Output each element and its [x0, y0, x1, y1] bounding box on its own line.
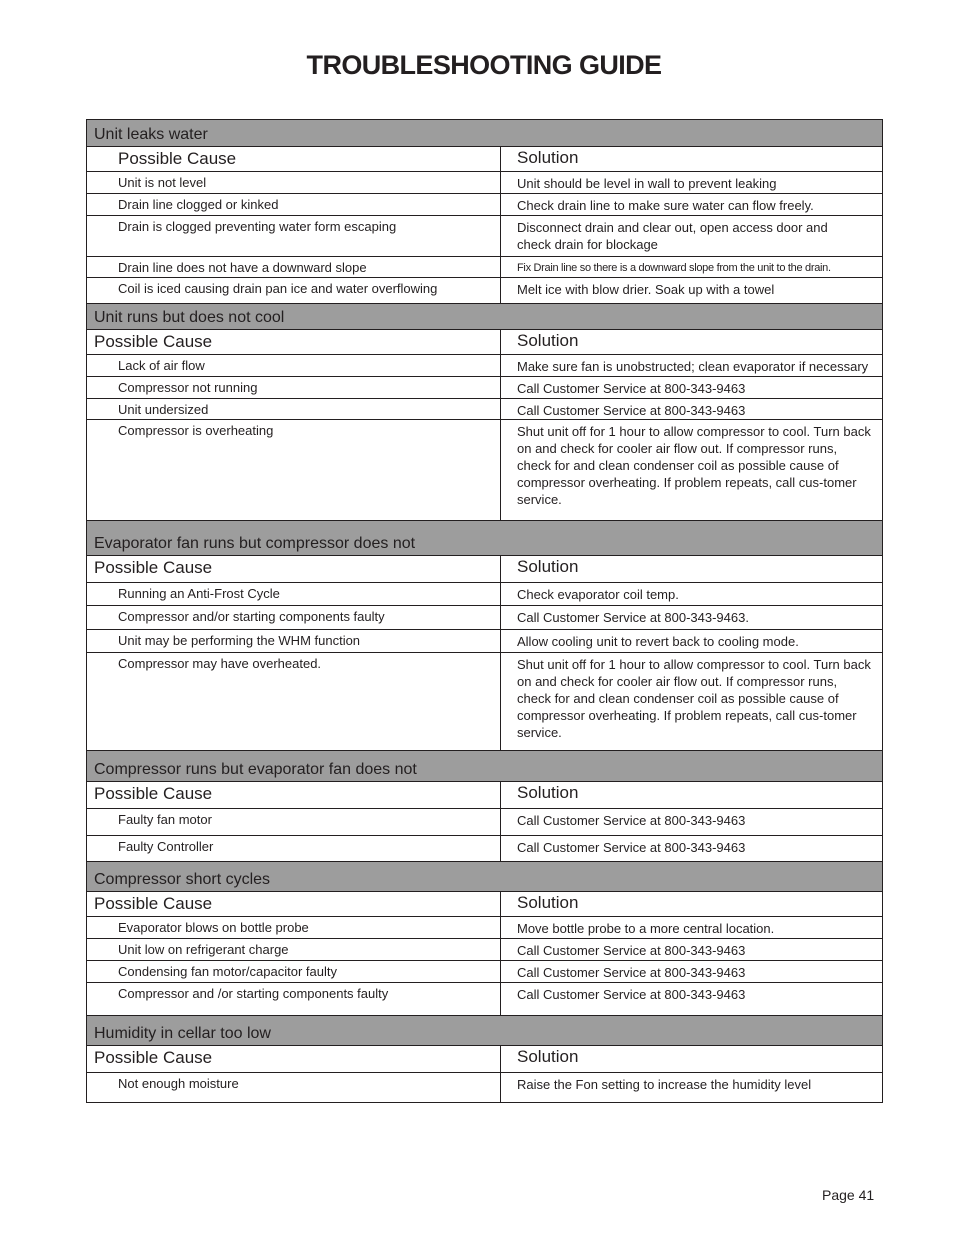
table-row — [87, 960, 882, 982]
solution-column-header: Solution — [517, 1047, 579, 1066]
table-row — [87, 835, 882, 861]
cause-cell: Unit may be performing the WHM function — [87, 630, 501, 652]
page-number: Page 41 — [822, 1187, 875, 1203]
solution-cell: Unit should be level in wall to prevent leaking — [517, 176, 777, 191]
cause-cell: Compressor is overheating — [87, 420, 501, 520]
solution-cell: Check drain line to make sure water can flow freely. — [517, 198, 814, 213]
table-row — [87, 419, 882, 520]
table-row — [87, 215, 882, 256]
solution-column-header: Solution — [517, 783, 579, 802]
section-heading: Compressor short cycles — [87, 862, 882, 892]
solution-cell: Call Customer Service at 800-343-9463 — [517, 403, 746, 418]
table-row — [87, 398, 882, 419]
solution-cell: Check evaporator coil temp. — [517, 587, 679, 602]
cause-column-header: Possible Cause — [87, 1046, 501, 1072]
solution-cell: Call Customer Service at 800-343-9463 — [517, 813, 746, 828]
solution-cell: Call Customer Service at 800-343-9463 — [517, 381, 746, 396]
section — [86, 862, 883, 1016]
table-row — [87, 652, 882, 750]
solution-cell: Raise the Fon setting to increase the humidity level — [517, 1077, 812, 1092]
column-header-row — [87, 782, 882, 808]
table-row — [87, 354, 882, 376]
solution-cell: Make sure fan is unobstructed; clean evaporator if necessary — [517, 359, 869, 374]
cause-cell: Unit low on refrigerant charge — [87, 939, 501, 960]
cause-cell: Running an Anti-Frost Cycle — [87, 583, 501, 605]
solution-column-header: Solution — [517, 557, 579, 576]
solution-cell: Call Customer Service at 800-343-9463 — [517, 840, 746, 855]
solution-cell: Melt ice with blow drier. Soak up with a towel — [517, 282, 775, 297]
table-row — [87, 916, 882, 938]
section — [86, 304, 883, 521]
cause-cell: Lack of air flow — [87, 355, 501, 376]
cause-cell: Drain is clogged preventing water form escaping — [87, 216, 501, 256]
solution-column-header: Solution — [517, 893, 579, 912]
cause-cell: Faulty fan motor — [87, 809, 501, 835]
solution-cell: Shut unit off for 1 hour to allow compressor to cool. Turn back on and check for cooler air flow out. If compressor runs, check for and clean condenser coil as possible cause of compressor overheating. If problem repeats, call cus-tomer service. — [517, 424, 871, 507]
page-title: TROUBLESHOOTING GUIDE — [306, 50, 662, 80]
solution-cell: Call Customer Service at 800-343-9463 — [517, 943, 746, 958]
cause-cell: Not enough moisture — [87, 1073, 501, 1102]
section-heading: Unit runs but does not cool — [87, 304, 882, 330]
column-header-row — [87, 556, 882, 582]
table-row — [87, 171, 882, 193]
cause-column-header: Possible Cause — [87, 330, 501, 354]
cause-column-header: Possible Cause — [87, 147, 501, 171]
section — [86, 751, 883, 862]
cause-cell: Evaporator blows on bottle probe — [87, 917, 501, 938]
cause-column-header: Possible Cause — [87, 782, 501, 808]
solution-column-header: Solution — [517, 148, 579, 167]
table-row — [87, 982, 882, 1015]
column-header-row — [87, 330, 882, 354]
section-heading: Compressor runs but evaporator fan does not — [87, 751, 882, 782]
column-header-row — [87, 892, 882, 916]
column-header-row — [87, 147, 882, 171]
cause-cell: Compressor and /or starting components faulty — [87, 983, 501, 1015]
troubleshooting-table — [86, 119, 883, 1103]
table-row — [87, 376, 882, 398]
solution-cell: Allow cooling unit to revert back to cooling mode. — [517, 634, 799, 649]
section — [86, 119, 883, 304]
cause-cell: Unit undersized — [87, 399, 501, 419]
solution-cell: Fix Drain line so there is a downward slope from the unit to the drain. — [517, 262, 831, 274]
solution-cell: Call Customer Service at 800-343-9463 — [517, 965, 746, 980]
table-row — [87, 193, 882, 215]
cause-cell: Drain line does not have a downward slope — [87, 257, 501, 277]
cause-column-header: Possible Cause — [87, 556, 501, 582]
section — [86, 1016, 883, 1103]
cause-cell: Faulty Controller — [87, 836, 501, 861]
section-heading: Unit leaks water — [87, 120, 882, 147]
section — [86, 521, 883, 751]
cause-cell: Coil is iced causing drain pan ice and water overflowing — [87, 278, 501, 303]
table-row — [87, 808, 882, 835]
solution-cell: Call Customer Service at 800-343-9463. — [517, 610, 749, 625]
solution-cell: Move bottle probe to a more central location. — [517, 921, 775, 936]
cause-cell: Compressor and/or starting components faulty — [87, 606, 501, 629]
section-heading: Humidity in cellar too low — [87, 1016, 882, 1046]
table-row — [87, 605, 882, 629]
cause-cell: Compressor not running — [87, 377, 501, 398]
solution-column-header: Solution — [517, 331, 579, 350]
table-row — [87, 256, 882, 277]
cause-cell: Drain line clogged or kinked — [87, 194, 501, 215]
table-row — [87, 629, 882, 652]
cause-cell: Condensing fan motor/capacitor faulty — [87, 961, 501, 982]
solution-cell: Shut unit off for 1 hour to allow compressor to cool. Turn back on and check for cooler air flow out. If compressor runs, check for and clean condenser coil as possible cause of compressor overheating. If problem repeats, call cus-tomer service. — [517, 657, 871, 740]
table-row — [87, 582, 882, 605]
table-row — [87, 1072, 882, 1102]
table-row — [87, 277, 882, 303]
section-heading: Evaporator fan runs but compressor does not — [87, 521, 882, 556]
solution-cell: Call Customer Service at 800-343-9463 — [517, 987, 746, 1002]
table-row — [87, 938, 882, 960]
solution-cell: Disconnect drain and clear out, open access door and check drain for blockage — [517, 220, 828, 252]
cause-cell: Unit is not level — [87, 172, 501, 193]
cause-column-header: Possible Cause — [87, 892, 501, 916]
column-header-row — [87, 1046, 882, 1072]
cause-cell: Compressor may have overheated. — [87, 653, 501, 750]
